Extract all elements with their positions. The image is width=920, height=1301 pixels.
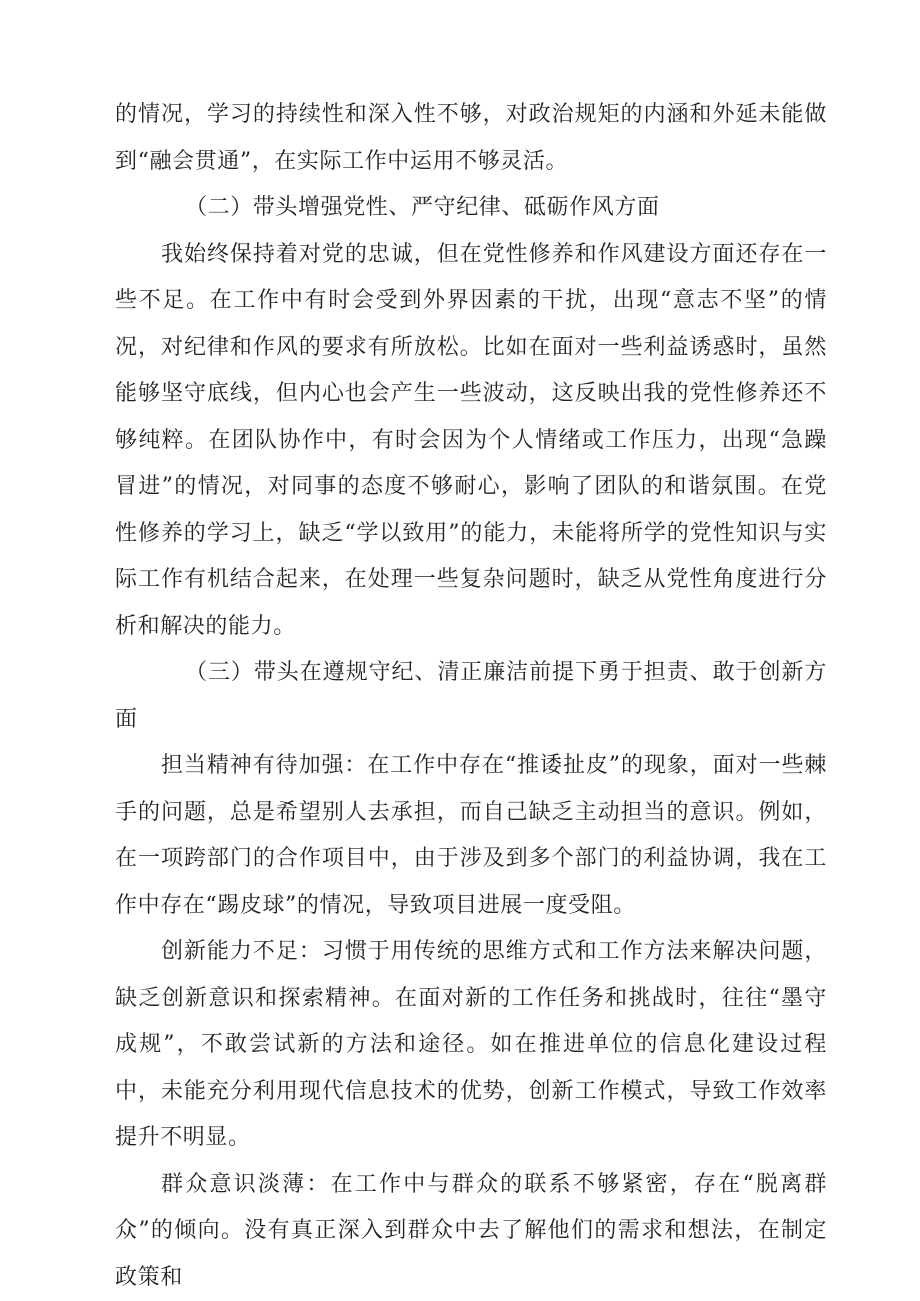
paragraph-responsibility: 担当精神有待加强：在工作中存在“推诿扯皮”的现象，面对一些棘手的问题，总是希望别人去承担，而自己缺乏主动担当的意识。例如，在一项跨部门的合作项目中，由于涉及到多个部门的利益协调，我在工作中存在“踢皮球”的情况，导致项目进展一度受阻。 — [115, 753, 827, 918]
document-body — [115, 92, 827, 1301]
section-heading-2: （二）带头增强党性、严守纪律、砥砺作风方面 — [185, 195, 660, 220]
paragraph-innovation: 创新能力不足：习惯于用传统的思维方式和工作方法来解决问题，缺乏创新意识和探索精神。在面对新的工作任务和挑战时，往往“墨守成规”，不敢尝试新的方法和途径。如在推进单位的信息化建设过程中，未能充分利用现代信息技术的优势，创新工作模式，导致工作效率提升不明显。 — [115, 939, 827, 1150]
paragraph-mass-awareness: 群众意识淡薄：在工作中与群众的联系不够紧密，存在“脱离群众”的倾向。没有真正深入到群众中去了解他们的需求和想法，在制定政策和 — [115, 1171, 827, 1290]
paragraph-party-spirit: 我始终保持着对党的忠诚，但在党性修养和作风建设方面还存在一些不足。在工作中有时会受到外界因素的干扰，出现“意志不坚”的情况，对纪律和作风的要求有所放松。比如在面对一些利益诱惑时，虽然能够坚守底线，但内心也会产生一些波动，这反映出我的党性修养还不够纯粹。在团队协作中，有时会因为个人情绪或工作压力，出现“急躁冒进”的情况，对同事的态度不够耐心，影响了团队的和谐氛围。在党性修养的学习上，缺乏“学以致用”的能力，未能将所学的党性知识与实际工作有机结合起来，在处理一些复杂问题时，缺乏从党性角度进行分析和解决的能力。 — [115, 241, 827, 639]
paragraph-continuation: 的情况，学习的持续性和深入性不够，对政治规矩的内涵和外延未能做到“融会贯通”，在实际工作中运用不够灵活。 — [115, 102, 827, 174]
section-heading-3: （三）带头在遵规守纪、清正廉洁前提下勇于担责、敢于创新方面 — [115, 660, 827, 732]
